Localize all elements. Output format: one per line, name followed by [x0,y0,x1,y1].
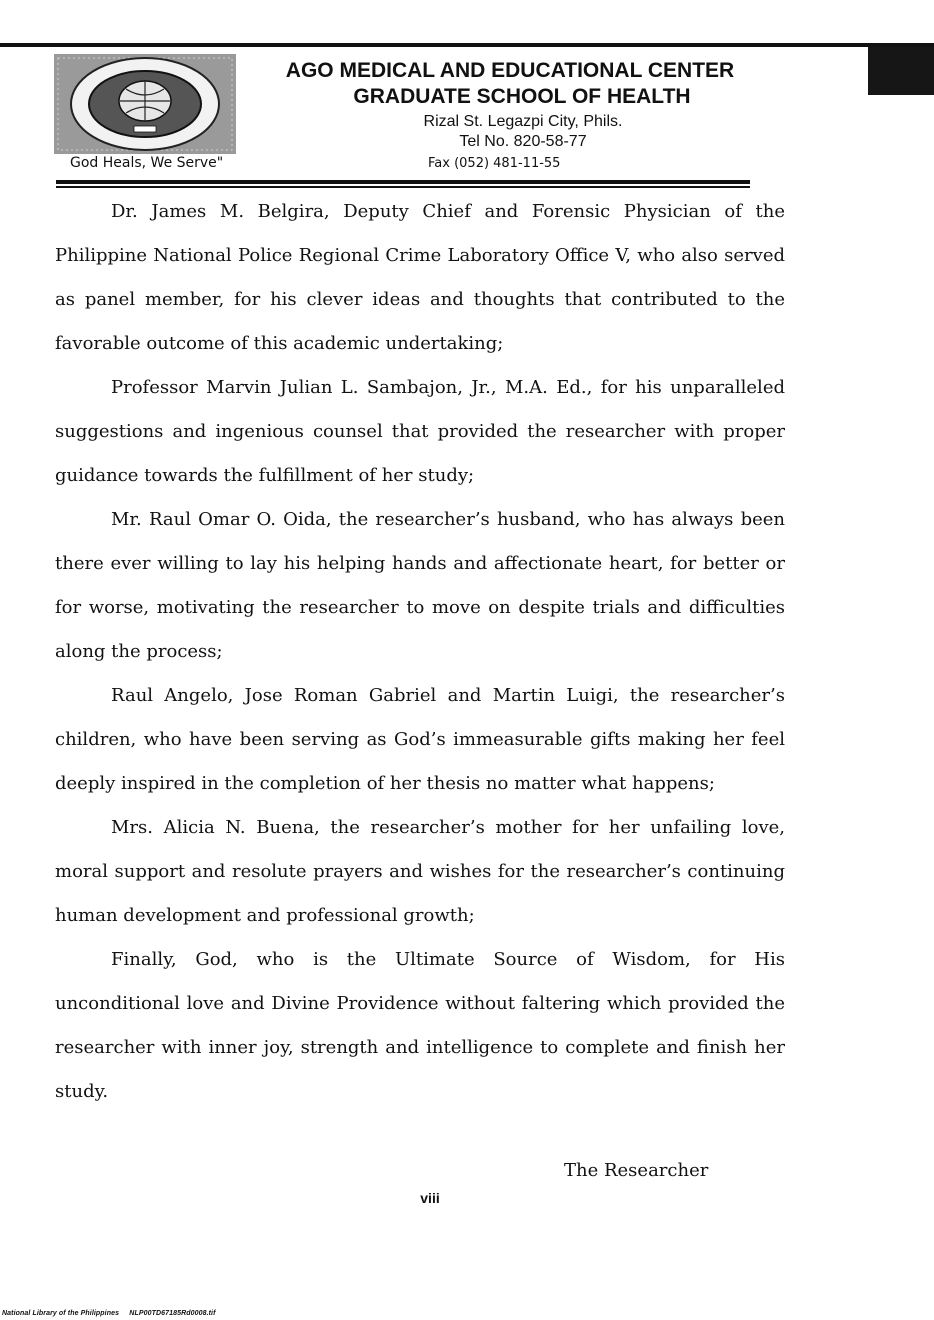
acknowledgment-body [55,190,785,1114]
paragraph-mother: Mrs. Alicia N. Buena, the researcher’s mother for her unfailing love, moral support and resolute prayers and wishes for the researcher’s continuing human development and professional growth; [55,817,785,926]
header-rule [56,180,750,184]
page-number: viii [420,1190,440,1206]
scan-footer: National Library of the Philippines NLP00TD67185Rd0008.tif [2,1310,216,1317]
paragraph-husband: Mr. Raul Omar O. Oida, the researcher’s husband, who has always been there ever willing to lay his helping hands and affectionate heart, for better or for worse, motivating the researcher to move on despite trials and difficulties along the process; [55,509,785,662]
paragraph-children: Raul Angelo, Jose Roman Gabriel and Martin Luigi, the researcher’s children, who have been serving as God’s immeasurable gifts making her feel deeply inspired in the completion of her thesis no matter what happens; [55,685,785,794]
scan-corner-mark [868,47,934,95]
paragraph-belgira: Dr. James M. Belgira, Deputy Chief and Forensic Physician of the Philippine National Police Regional Crime Laboratory Office V, who also served as panel member, for his clever ideas and thoughts that contributed to the favorable outcome of this academic undertaking; [55,201,785,354]
header-rule-thin [56,186,750,188]
letterhead [250,58,770,152]
top-border-rule [0,43,934,47]
telephone: Tel No. 820-58-77 [459,133,587,150]
institution-name: AGO MEDICAL AND EDUCATIONAL CENTER [285,59,735,82]
school-logo [54,54,236,154]
fax-number: Fax (052) 481-11-55 [428,156,561,171]
paragraph-god: Finally, God, who is the Ultimate Source of Wisdom, for His unconditional love and Divine Providence without faltering which provided the researcher with inner joy, strength and intelligence to complete and finish her study. [55,949,785,1102]
address: Rizal St. Legazpi City, Phils. [423,113,623,130]
school-motto: God Heals, We Serve" [70,155,224,171]
paragraph-sambajon: Professor Marvin Julian L. Sambajon, Jr., M.A. Ed., for his unparalleled suggestions and ingenious counsel that provided the researcher with proper guidance towards the fulfillment of her study; [55,377,785,486]
school-name: GRADUATE SCHOOL OF HEALTH [353,85,691,108]
signature: The Researcher [564,1160,709,1181]
